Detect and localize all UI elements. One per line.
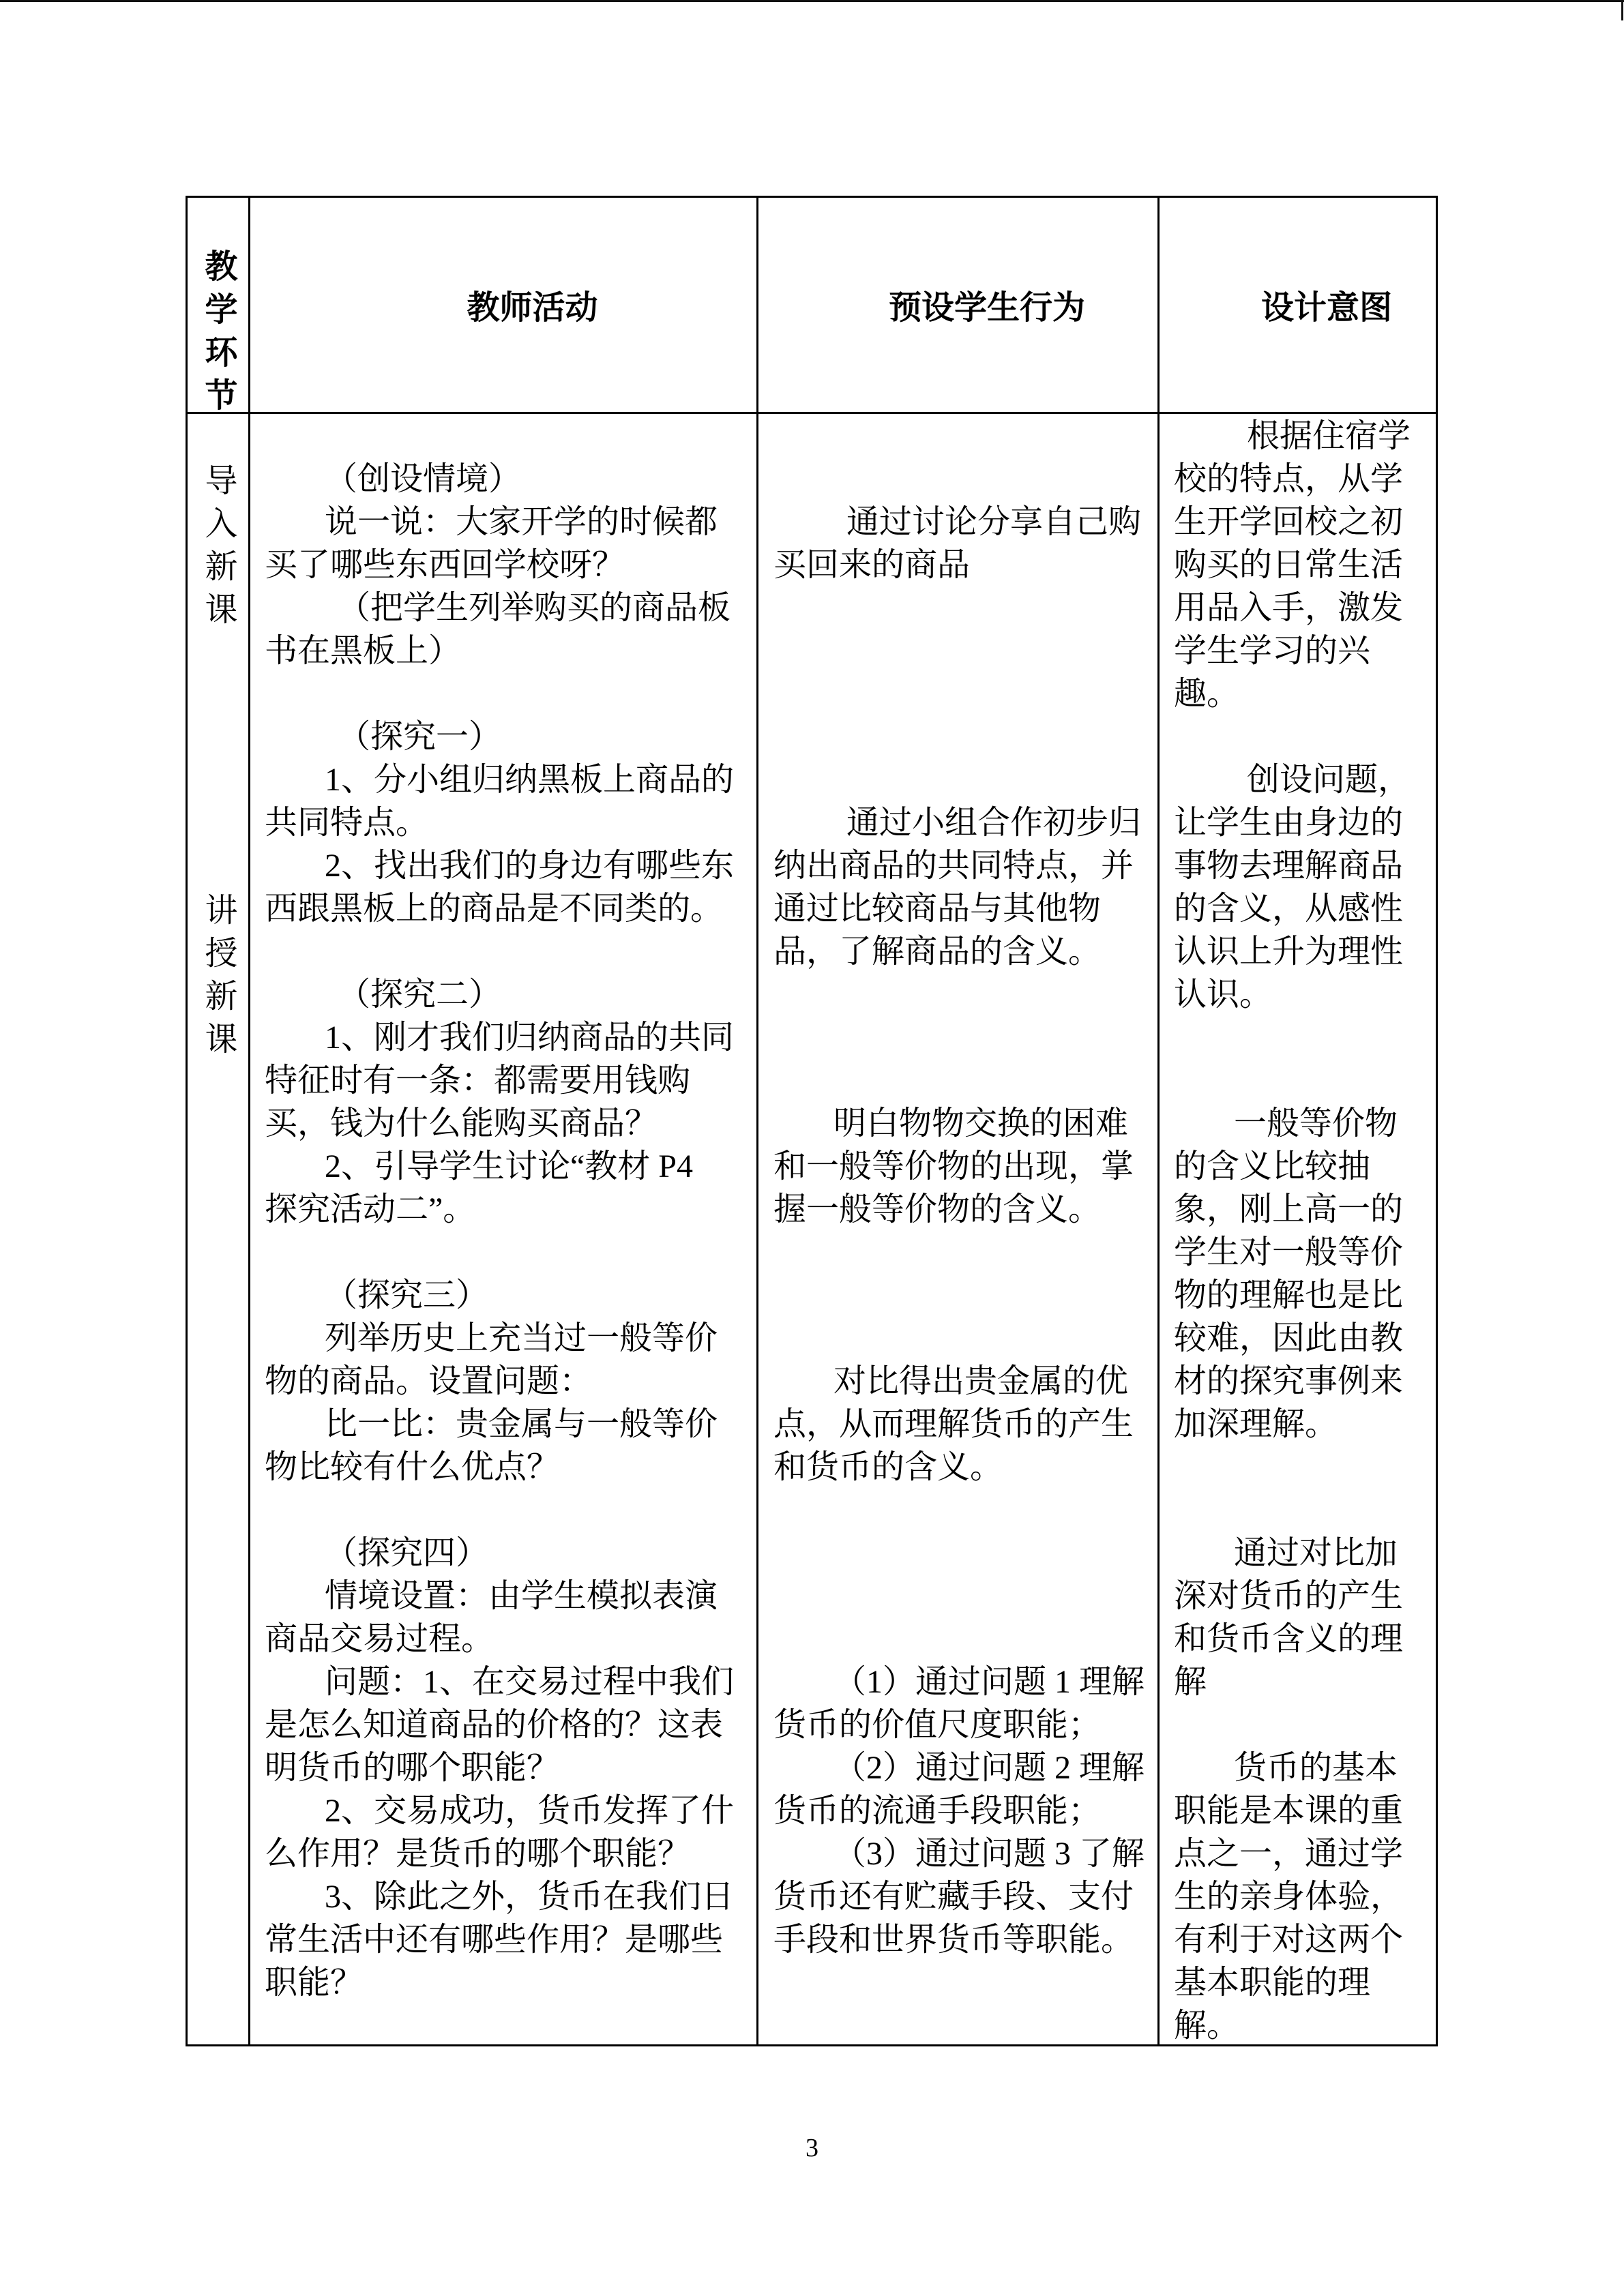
text-line: 握一般等价物的含义。 — [773, 1191, 1102, 1227]
text-line: 让学生由身边的 — [1174, 805, 1404, 841]
text-line: 买了哪些东西回学校呀？ — [265, 547, 625, 583]
table-column-divider — [756, 196, 758, 2046]
teacher-activity-paragraph — [265, 715, 734, 930]
text-line: 通过比较商品与其他物 — [773, 891, 1102, 927]
text-line: 问题：1、在交易过程中我们 — [325, 1664, 735, 1700]
stage-label-teaching: 讲授新课 — [200, 893, 236, 1064]
text-line: 通过小组合作初步归 — [846, 805, 1142, 841]
header-student-behavior-label: 预设学生行为 — [888, 290, 1085, 326]
design-intent-paragraph — [1174, 1532, 1403, 1703]
header-teacher-activity — [249, 196, 757, 413]
design-intent-paragraph — [1174, 1102, 1403, 1446]
text-line: 解。 — [1174, 2008, 1240, 2044]
text-line: 生开学回校之初 — [1174, 504, 1404, 540]
text-line: 么作用？是货币的哪个职能？ — [265, 1836, 691, 1872]
text-line: 学生学习的兴 — [1174, 633, 1371, 669]
text-line: （1）通过问题 1 理解 — [833, 1664, 1145, 1700]
text-line: 比一比：贵金属与一般等价 — [325, 1406, 718, 1442]
design-intent-paragraph — [1174, 1746, 1403, 2047]
text-line: 根据住宿学 — [1247, 418, 1411, 454]
text-line: 情境设置：由学生模拟表演 — [325, 1578, 718, 1614]
teacher-activity-paragraph — [265, 1274, 718, 1489]
text-line: 物比较有什么优点？ — [265, 1449, 560, 1485]
table-column-divider — [1157, 196, 1160, 2046]
teacher-activity-paragraph — [265, 973, 734, 1231]
text-line: 认识上升为理性 — [1174, 934, 1404, 970]
design-intent-paragraph — [1174, 758, 1411, 1016]
text-line: 创设问题， — [1247, 762, 1411, 798]
text-line: 3、除此之外，货币在我们日 — [325, 1879, 735, 1915]
teacher-activity-paragraph — [265, 458, 730, 672]
text-line: 象，刚上高一的 — [1174, 1191, 1404, 1227]
text-line: 物的理解也是比 — [1174, 1277, 1404, 1313]
text-line: 2、交易成功，货币发挥了什 — [325, 1793, 735, 1829]
text-line: 较难，因此由教 — [1174, 1320, 1404, 1356]
text-line: 买，钱为什么能购买商品？ — [265, 1105, 658, 1142]
text-line: 明货币的哪个职能？ — [265, 1750, 560, 1786]
text-line: 品，了解商品的含义。 — [773, 934, 1102, 970]
student-behavior-paragraph — [773, 1102, 1134, 1231]
text-line: 职能？ — [265, 1965, 364, 2001]
text-line: 西跟黑板上的商品是不同类的。 — [265, 891, 724, 927]
design-intent-paragraph — [1174, 415, 1411, 715]
text-line: 书在黑板上） — [265, 633, 462, 669]
text-line: 2、引导学生讨论“教材 P4 — [325, 1148, 694, 1184]
text-line: 基本职能的理 — [1174, 1965, 1371, 2001]
text-line: （探究一） — [338, 719, 502, 755]
text-line: 物的商品。设置问题： — [265, 1363, 593, 1399]
stage-label-intro: 导入新课 — [200, 463, 236, 635]
text-line: 和货币的含义。 — [773, 1449, 1003, 1485]
text-line: 学生对一般等价 — [1174, 1234, 1404, 1270]
text-line: （2）通过问题 2 理解 — [833, 1750, 1145, 1786]
student-behavior-paragraph — [773, 1660, 1145, 1961]
text-line: 探究活动二”。 — [265, 1191, 476, 1227]
text-line: 共同特点。 — [265, 805, 429, 841]
text-line: 加深理解。 — [1174, 1406, 1338, 1442]
text-line: 事物去理解商品 — [1174, 848, 1404, 884]
text-line: 校的特点，从学 — [1174, 461, 1404, 497]
text-line: 纳出商品的共同特点，并 — [773, 848, 1134, 884]
text-line: 通过对比加 — [1234, 1535, 1398, 1571]
text-line: 对比得出贵金属的优 — [833, 1363, 1129, 1399]
text-line: 趣。 — [1174, 676, 1240, 712]
text-line: 的含义比较抽 — [1174, 1148, 1371, 1184]
table-border-left — [186, 196, 188, 2046]
page-right-edge-line — [1621, 0, 1623, 20]
text-line: （把学生列举购买的商品板 — [338, 590, 731, 626]
text-line: 2、找出我们的身边有哪些东 — [325, 848, 735, 884]
text-line: 货币的基本 — [1234, 1750, 1398, 1786]
text-line: 是怎么知道商品的价格的？这表 — [265, 1707, 724, 1743]
text-line: 和货币含义的理 — [1174, 1621, 1404, 1657]
text-line: 手段和世界货币等职能。 — [773, 1922, 1134, 1958]
student-behavior-paragraph — [773, 1360, 1134, 1489]
text-line: 1、刚才我们归纳商品的共同 — [325, 1019, 735, 1056]
text-line: （探究四） — [325, 1535, 489, 1571]
text-line: 的含义，从感性 — [1174, 891, 1404, 927]
text-line: 材的探究事例来 — [1174, 1363, 1404, 1399]
text-line: （创设情境） — [325, 461, 522, 497]
text-line: 有利于对这两个 — [1174, 1922, 1404, 1958]
header-design-intent-label: 设计意图 — [1260, 290, 1392, 326]
text-line: （探究三） — [325, 1277, 489, 1313]
page-top-edge-line — [0, 0, 1624, 2]
text-line: 认识。 — [1174, 976, 1273, 1013]
text-line: 买回来的商品 — [773, 547, 971, 583]
text-line: 一般等价物 — [1234, 1105, 1398, 1142]
text-line: 点，从而理解货币的产生 — [773, 1406, 1134, 1442]
header-design-intent — [1158, 196, 1436, 413]
text-line: 商品交易过程。 — [265, 1621, 494, 1657]
text-line: 说一说：大家开学的时候都 — [325, 504, 718, 540]
student-behavior-paragraph — [773, 501, 1141, 586]
text-line: （3）通过问题 3 了解 — [833, 1836, 1145, 1872]
text-line: 特征时有一条：都需要用钱购 — [265, 1062, 691, 1099]
header-teaching-stage: 教学环节 — [200, 249, 236, 421]
text-line: 职能是本课的重 — [1174, 1793, 1404, 1829]
text-line: 货币还有贮藏手段、支付 — [773, 1879, 1134, 1915]
text-line: （探究二） — [338, 976, 502, 1013]
text-line: 货币的价值尺度职能； — [773, 1707, 1102, 1743]
table-border-right — [1436, 196, 1438, 2046]
text-line: 货币的流通手段职能； — [773, 1793, 1102, 1829]
text-line: 深对货币的产生 — [1174, 1578, 1404, 1614]
text-line: 列举历史上充当过一般等价 — [325, 1320, 718, 1356]
text-line: 1、分小组归纳黑板上商品的 — [325, 762, 735, 798]
text-line: 常生活中还有哪些作用？是哪些 — [265, 1922, 724, 1958]
page-number: 3 — [806, 2134, 818, 2162]
text-line: 和一般等价物的出现，掌 — [773, 1148, 1134, 1184]
text-line: 生的亲身体验， — [1174, 1879, 1404, 1915]
text-line: 明白物物交换的困难 — [833, 1105, 1129, 1142]
header-teacher-activity-label: 教师活动 — [467, 290, 598, 326]
text-line: 通过讨论分享自己购 — [846, 504, 1142, 540]
text-line: 用品入手，激发 — [1174, 590, 1404, 626]
table-column-divider — [248, 196, 250, 2046]
teacher-activity-paragraph — [265, 1532, 734, 2004]
header-student-behavior — [757, 196, 1158, 413]
text-line: 解 — [1174, 1664, 1207, 1700]
text-line: 点之一，通过学 — [1174, 1836, 1404, 1872]
text-line: 购买的日常生活 — [1174, 547, 1404, 583]
student-behavior-paragraph — [773, 801, 1141, 973]
